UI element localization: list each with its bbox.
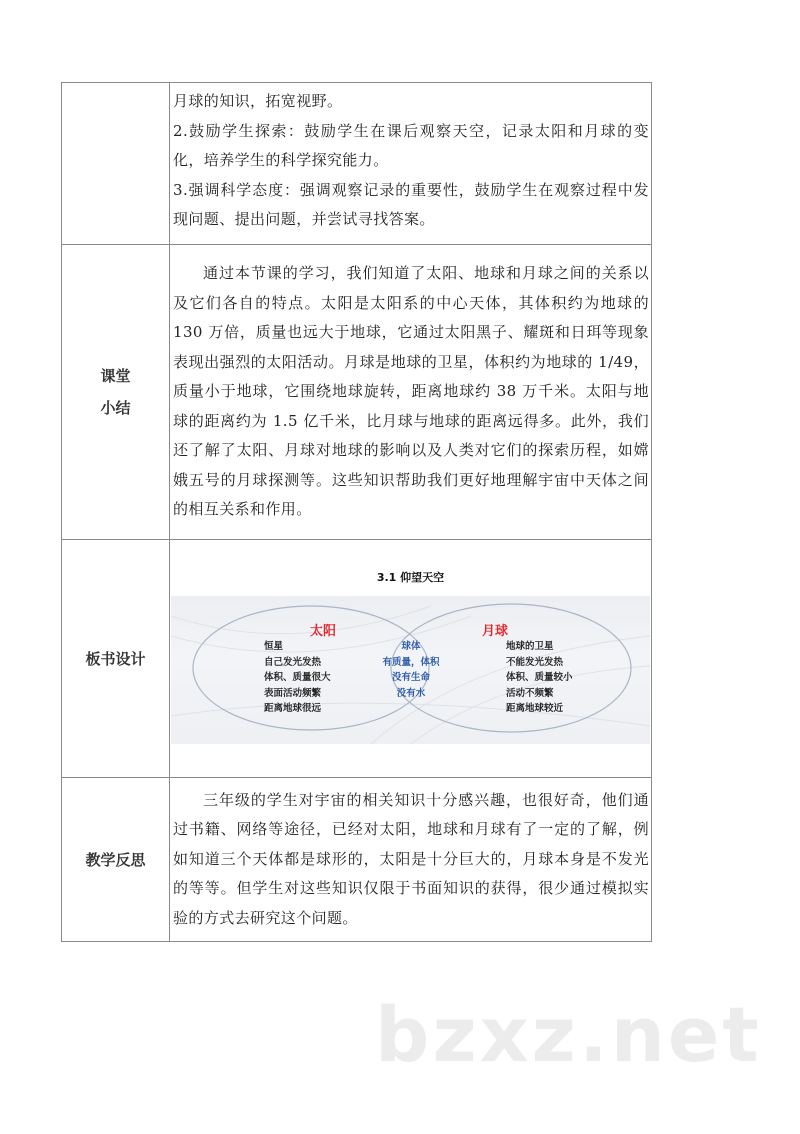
sun-traits-list [264,639,331,717]
row-content-extension [170,83,652,245]
reflection-paragraph: 三年级的学生对宇宙的相关知识十分感兴趣，也很好奇，他们通过书籍、网络等途径，已经对太阳，地球和月球有了一定的了解，例如知道三个天体都是球形的，太阳是十分巨大的，月球本身是不发光的等等。但学生对这些知识仅限于书面知识的获得，很少通过模拟实验的方式去研究这个问题。 [173,790,649,927]
moon-trait: 活动不频繁 [506,687,554,699]
common-trait: 有质量，体积 [382,656,440,668]
table-row-board-design [62,540,652,778]
moon-title: 月球 [482,624,509,639]
paragraph-encourage-exploration: 2.鼓励学生探索：鼓励学生在课后观察天空，记录太阳和月球的变化，培养学生的科学探究能力。 [173,121,649,169]
row-content-reflection [170,778,652,942]
sun-title: 太阳 [310,624,337,639]
watermark-text: bzxz.net [375,990,762,1079]
table-row-summary [62,245,652,540]
sun-trait: 恒星 [264,641,284,652]
sun-trait: 表面活动频繁 [264,687,322,699]
table-row-reflection [62,778,652,942]
common-trait: 球体 [401,641,421,652]
row-content-board-design [170,540,652,778]
lesson-plan-table [61,82,652,942]
moon-traits-list [506,639,573,717]
common-trait: 没有生命 [391,672,430,683]
label-line: 课堂 [100,367,131,385]
sun-trait: 体积、质量很大 [264,672,331,683]
sun-trait: 自己发光发热 [264,656,322,668]
sun-trait: 距离地球很远 [264,703,322,714]
label-line: 小结 [100,399,131,417]
common-traits-list [367,639,455,701]
moon-trait: 不能发光发热 [506,656,564,668]
moon-trait: 地球的卫星 [506,641,554,652]
common-trait: 没有水 [396,687,426,699]
moon-trait: 距离地球较近 [506,703,564,714]
summary-paragraph: 通过本节课的学习，我们知道了太阳、地球和月球之间的关系以及它们各自的特点。太阳是太阳系的中心天体，其体积约为地球的 130 万倍，质量也远大于地球，它通过太阳黑子、耀斑和日珥等现象表现出强烈的太阳活动。月球是地球的卫星，体积约为地球的 1/49，质量小于地球，它围绕地球旋转，距离地球约 38 万千米。太阳与地球的距离约为 1.5 亿千米，比月球与地球的距离远得多。此外，我们还了解了太阳、月球对地球的影响以及人类对它们的探索历程，如嫦娥五号的月球探测等。这些知识帮助我们更好地理解宇宙中天体之间的相互关系和作用。 [173,264,649,519]
row-label-summary [62,245,170,540]
diagram-title: 3.1 仰望天空 [376,571,445,584]
venn-diagram [171,596,650,744]
row-label-board-design: 板书设计 [62,540,170,778]
paragraph-continuation: 月球的知识，拓宽视野。 [173,92,343,110]
row-label-empty [62,83,170,245]
row-content-summary [170,245,652,540]
table-row-continuation [62,83,652,245]
board-design-figure [170,540,651,777]
paragraph-scientific-attitude: 3.强调科学态度：强调观察记录的重要性，鼓励学生在观察过程中发现问题、提出问题，并尝试寻找答案。 [173,180,649,228]
row-label-reflection: 教学反思 [62,778,170,942]
moon-trait: 体积、质量较小 [506,672,573,683]
